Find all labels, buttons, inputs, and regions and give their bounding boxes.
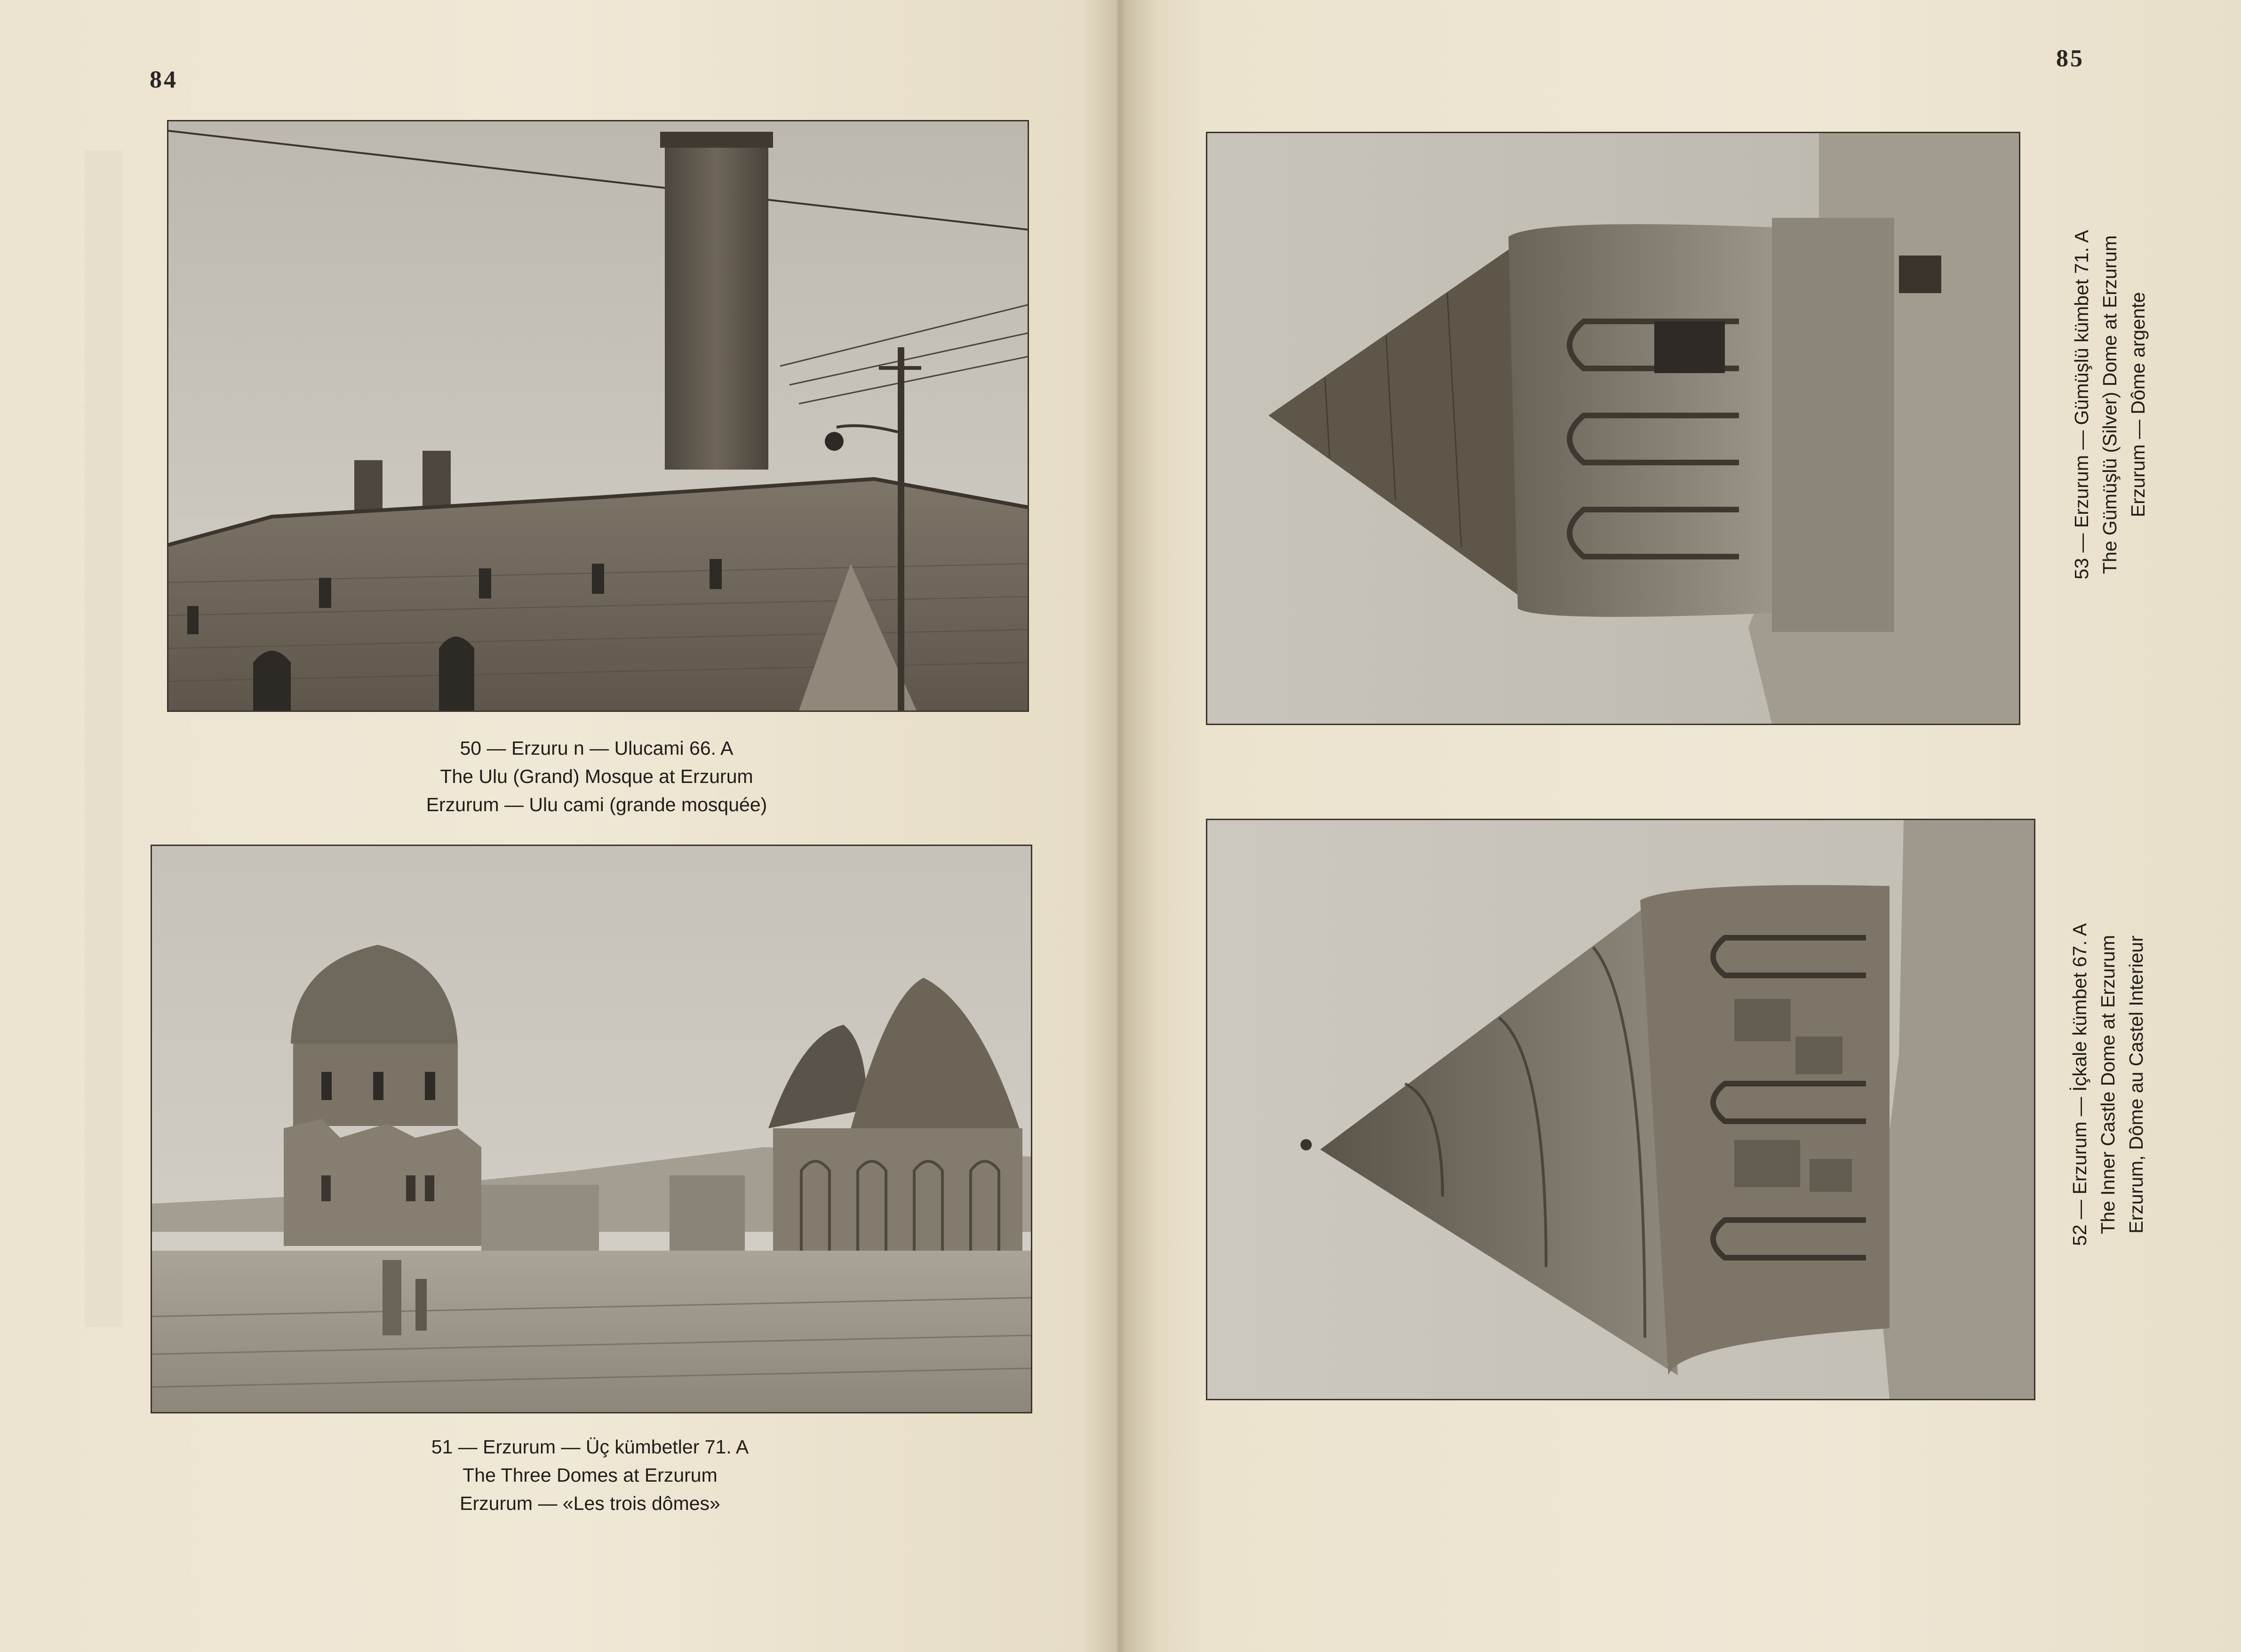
gumuslu-dome-image: [1207, 133, 2019, 724]
bleed-through-text: [85, 151, 122, 1327]
page-number-right: 85: [2056, 45, 2084, 72]
photo-three-domes: [151, 845, 1032, 1413]
ickale-dome-image: [1207, 820, 2034, 1399]
caption-line: 53 — Erzurum — Gümüşlü kümbet 71. A: [2071, 230, 2092, 580]
caption-line: 50 — Erzuru n — Ulucami 66. A: [460, 737, 734, 759]
book-gutter: [1082, 0, 1157, 1652]
caption-line: Erzurum, Dôme au Castel Interieur: [2125, 935, 2147, 1234]
caption-line: Erzurum — Ulu cami (grande mosquée): [426, 794, 767, 815]
photo-ickale-dome: [1206, 819, 2035, 1400]
caption-line: The Three Domes at Erzurum: [463, 1464, 718, 1486]
caption-line: The Inner Castle Dome at Erzurum: [2097, 935, 2119, 1234]
caption-line: 52 — Erzurum — İçkale kümbet 67. A: [2069, 923, 2090, 1246]
photo-ulu-mosque: [167, 120, 1029, 712]
caption-three-domes: [151, 1433, 1029, 1517]
caption-line: The Ulu (Grand) Mosque at Erzurum: [440, 766, 753, 787]
three-domes-image: [152, 846, 1031, 1412]
caption-line: Erzurum — Dôme argente: [2127, 292, 2149, 518]
page-number-left: 84: [150, 66, 178, 93]
caption-ickale-dome: [2066, 830, 2150, 1339]
photo-gumuslu-dome: [1206, 132, 2020, 725]
caption-ulu-mosque: [167, 734, 1026, 819]
ulu-mosque-image: [168, 121, 1028, 710]
caption-line: Erzurum — «Les trois dômes»: [460, 1492, 720, 1514]
caption-gumuslu-dome: [2067, 151, 2152, 659]
caption-line: The Gümüşlü (Silver) Dome at Erzurum: [2099, 235, 2121, 574]
caption-line: 51 — Erzurum — Üç kümbetler 71. A: [431, 1436, 749, 1458]
